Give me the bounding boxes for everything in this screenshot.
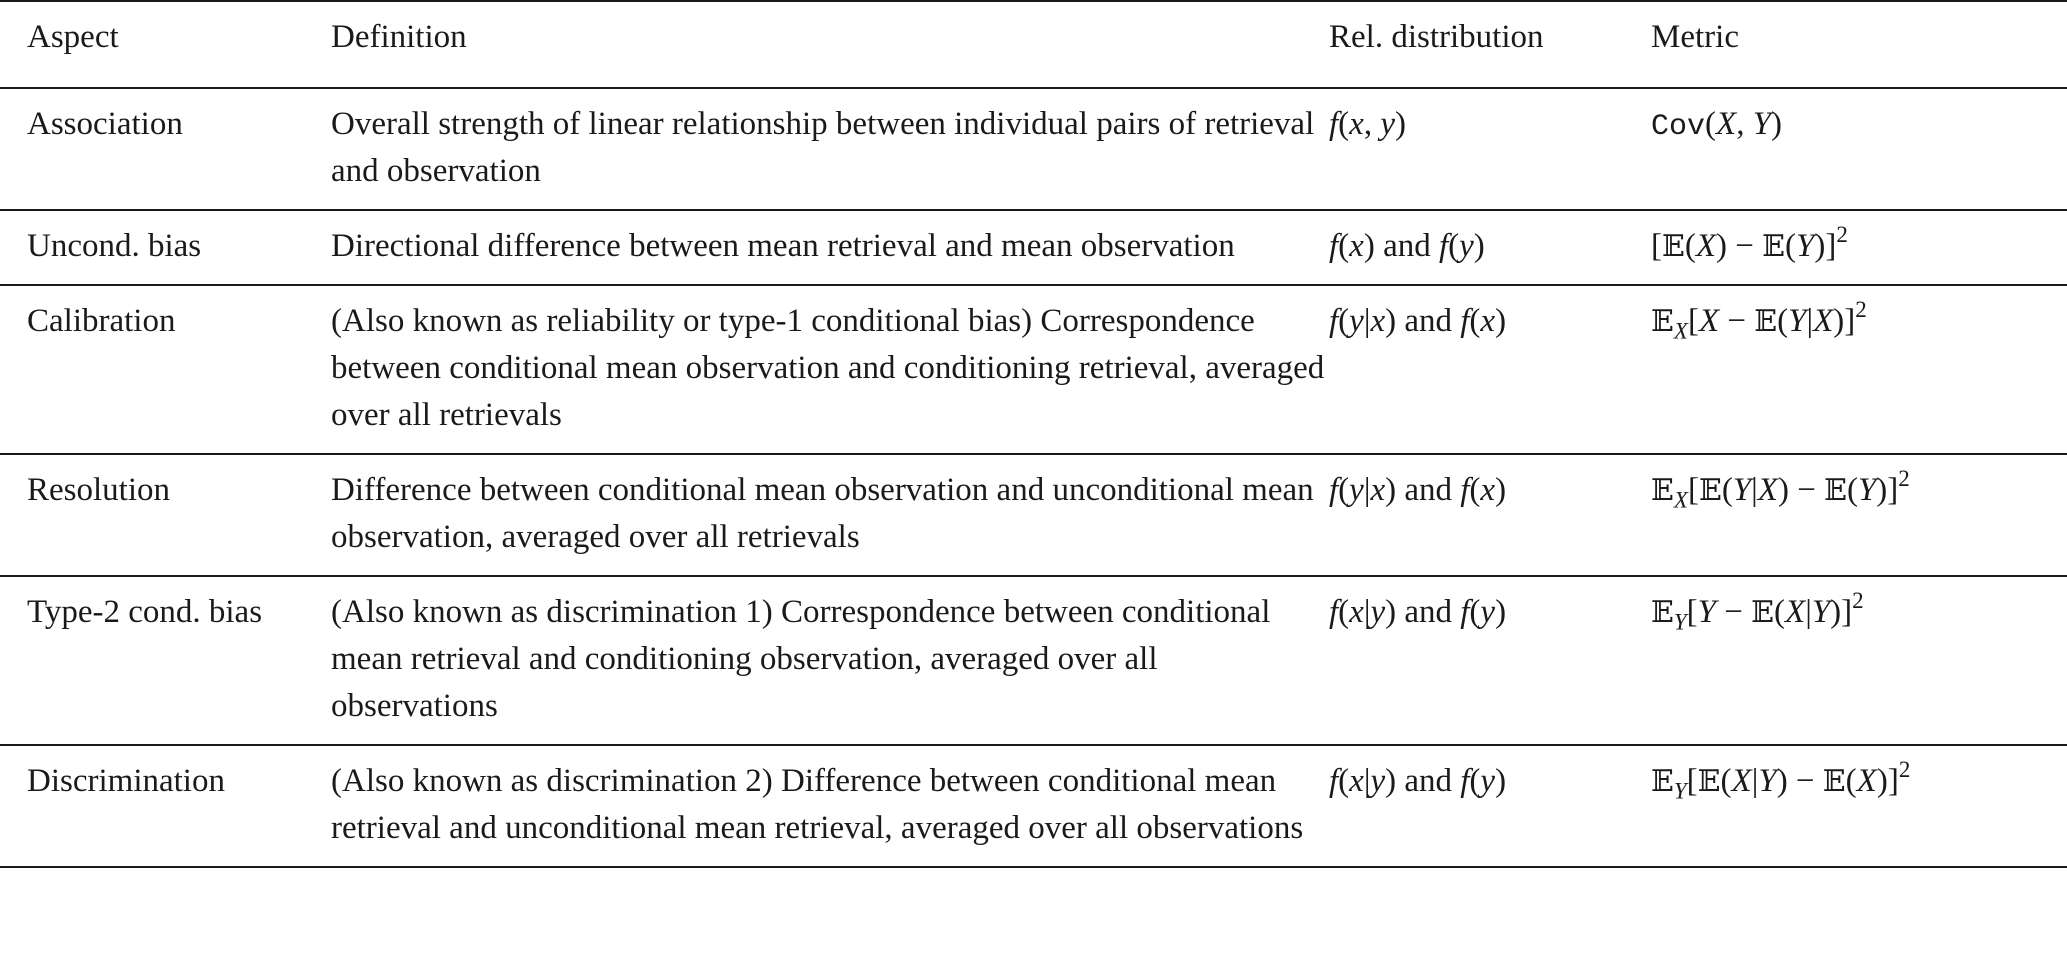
table-row (0, 285, 2067, 454)
rel-distribution-cell (1329, 285, 1651, 454)
header-row (0, 1, 2067, 88)
rel-distribution-formula: f(x|y) and f(y) (1329, 594, 1507, 630)
table-row (0, 576, 2067, 745)
definition-cell: (Also known as discrimination 2) Difference between conditional mean retrieval and unconditional mean retrieval, averaged over all observations (331, 763, 1304, 846)
definition-cell: (Also known as discrimination 1) Correspondence between conditional mean retrieval and conditioning observation, averaged over all observations (331, 594, 1271, 724)
aspect-cell: Discrimination (27, 763, 225, 799)
header-definition: Definition (331, 19, 467, 55)
table-body (0, 88, 2067, 867)
rel-distribution-cell (1329, 576, 1651, 745)
table-row (0, 745, 2067, 867)
table-row (0, 210, 2067, 285)
rel-distribution-cell (1329, 88, 1651, 210)
rel-distribution-formula: f(y|x) and f(x) (1329, 303, 1507, 339)
rel-distribution-formula: f(x|y) and f(y) (1329, 763, 1507, 799)
aspect-cell: Type-2 cond. bias (27, 594, 263, 630)
aspect-cell: Calibration (27, 303, 176, 339)
header-rel-distribution: Rel. distribution (1329, 19, 1544, 55)
table-row (0, 88, 2067, 210)
metric-cell (1651, 210, 2067, 285)
metric-formula: 𝔼$_Y$[Y − 𝔼(X|Y)]$^2$ (1651, 588, 1864, 635)
rel-distribution-formula: f(y|x) and f(x) (1329, 472, 1507, 508)
definition-cell: Difference between conditional mean observation and unconditional mean observation, averaged over all retrievals (331, 472, 1314, 555)
header-aspect: Aspect (27, 19, 119, 55)
metric-formula: 𝔼$_X$[𝔼(Y|X) − 𝔼(Y)]$^2$ (1651, 466, 1910, 513)
definition-cell: (Also known as reliability or type-1 conditional bias) Correspondence between conditional mean observation and conditioning retrieval, averaged over all retrievals (331, 303, 1325, 433)
header-metric: Metric (1651, 19, 1739, 55)
metric-cell (1651, 285, 2067, 454)
aspect-cell: Resolution (27, 472, 171, 508)
metric-cell (1651, 576, 2067, 745)
table-row (0, 454, 2067, 576)
metric-formula: 𝔼$_Y$[𝔼(X|Y) − 𝔼(X)]$^2$ (1651, 757, 1911, 804)
rel-distribution-cell (1329, 454, 1651, 576)
metric-formula: 𝔼$_X$[X − 𝔼(Y|X)]$^2$ (1651, 297, 1867, 344)
rel-distribution-formula: f(x, y) (1329, 106, 1406, 142)
definition-cell: Directional difference between mean retrieval and mean observation (331, 228, 1235, 264)
aspect-cell: Uncond. bias (27, 228, 202, 264)
aspect-cell: Association (27, 106, 183, 142)
rel-distribution-cell (1329, 745, 1651, 867)
metric-formula: [𝔼(X) − 𝔼(Y)]$^2$ (1651, 222, 1848, 264)
metric-cell (1651, 88, 2067, 210)
rel-distribution-formula: f(x) and f(y) (1329, 228, 1485, 264)
metric-cell (1651, 745, 2067, 867)
table-header (0, 1, 2067, 88)
rel-distribution-cell (1329, 210, 1651, 285)
definition-cell: Overall strength of linear relationship between individual pairs of retrieval and observation (331, 106, 1315, 189)
metric-formula: Cov(X, Y) (1651, 106, 1783, 144)
metric-cell (1651, 454, 2067, 576)
